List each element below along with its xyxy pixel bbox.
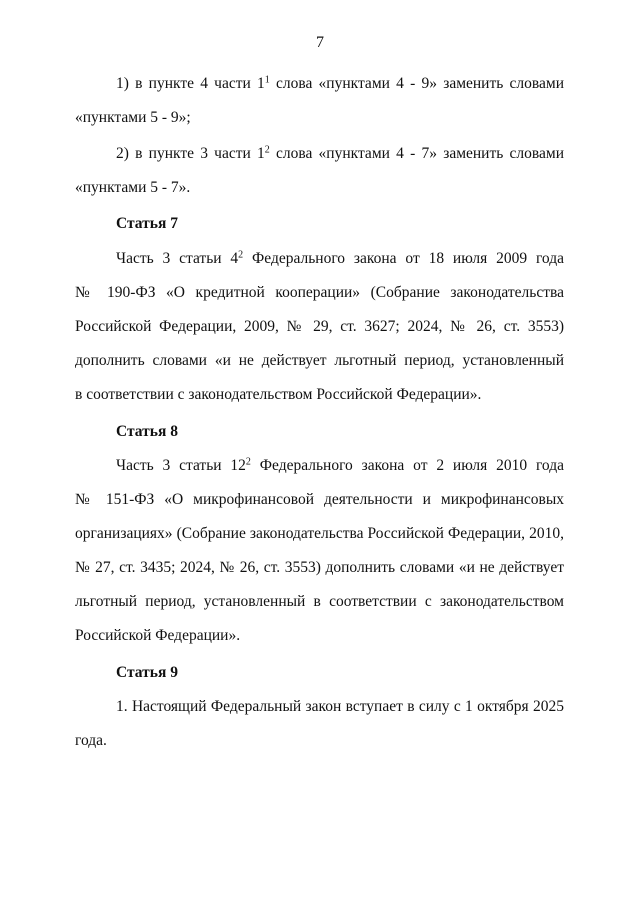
item-1-text-end: слова «пунктами 4 - 9» заменить словами — [269, 75, 564, 92]
article-8-line-6: Российской Федерации». — [75, 627, 241, 644]
article-7-superscript: 2 — [238, 249, 244, 261]
article-7-line-3: Российской Федерации, 2009, № 29, ст. 3627; 2024, № 26, ст. 3553) — [75, 318, 564, 335]
item-2-text-start: 2) в пункте 3 части 1 — [116, 145, 265, 162]
article-9-line-2: года. — [75, 732, 107, 749]
article-8-text-start: Часть 3 статьи 12 — [116, 457, 246, 474]
article-8-superscript: 2 — [245, 456, 251, 468]
article-7-line-2: № 190-ФЗ «О кредитной кооперации» (Собрание законодательства — [75, 284, 564, 301]
article-8-line-4: № 27, ст. 3435; 2024, № 26, ст. 3553) дополнить словами «и не действует — [75, 559, 564, 576]
article-7-text-end: Федерального закона от 18 июля 2009 года — [243, 250, 564, 267]
article-7-text-start: Часть 3 статьи 4 — [116, 250, 239, 267]
item-2-line-2: «пунктами 5 - 7». — [75, 179, 191, 196]
article-8-text-end: Федерального закона от 2 июля 2010 года — [250, 457, 564, 474]
article-7-line-1 — [116, 249, 564, 269]
item-2-text-end: слова «пунктами 4 - 7» заменить словами — [269, 145, 564, 162]
article-8-heading: Статья 8 — [116, 423, 178, 440]
article-7-heading: Статья 7 — [116, 215, 178, 232]
article-7-line-5: в соответствии с законодательством Российской Федерации». — [75, 386, 482, 403]
item-1-text-start: 1) в пункте 4 части 1 — [116, 75, 265, 92]
item-1-superscript: 1 — [264, 74, 270, 86]
item-1-line-2: «пунктами 5 - 9»; — [75, 109, 191, 126]
item-1-line-1 — [116, 74, 564, 94]
article-8-line-5: льготный период, установленный в соответствии с законодательством — [75, 593, 564, 610]
article-8-line-1 — [116, 456, 564, 476]
page-number: 7 — [316, 34, 324, 51]
item-2-superscript: 2 — [264, 144, 270, 156]
article-7-line-4: дополнить словами «и не действует льготный период, установленный — [75, 352, 564, 369]
article-9-heading: Статья 9 — [116, 664, 178, 681]
article-8-line-2: № 151-ФЗ «О микрофинансовой деятельности и микрофинансовых — [75, 491, 564, 508]
item-2-line-1 — [116, 144, 564, 164]
article-9-line-1: 1. Настоящий Федеральный закон вступает в силу с 1 октября 2025 — [116, 698, 564, 715]
article-8-line-3: организациях» (Собрание законодательства Российской Федерации, 2010, — [75, 525, 564, 542]
